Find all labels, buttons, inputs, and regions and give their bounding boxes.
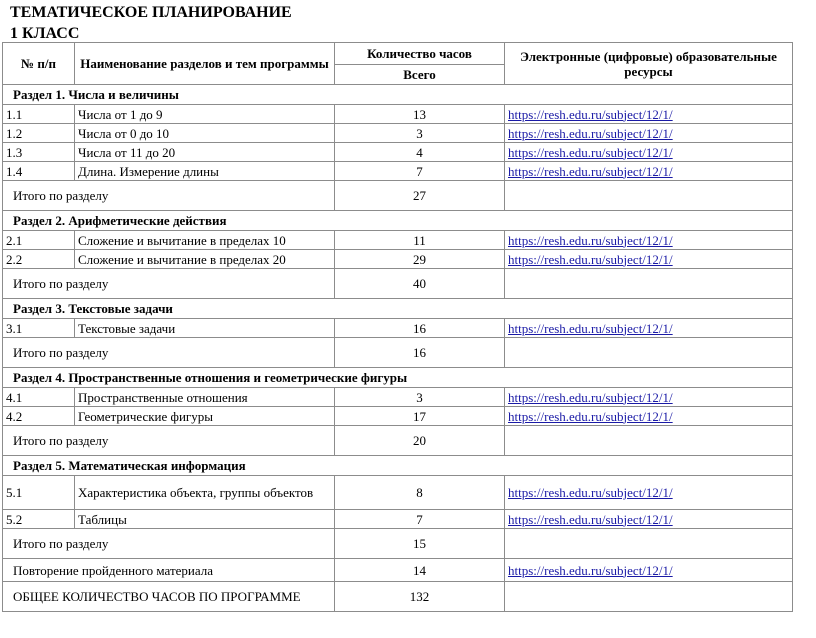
row-name: Сложение и вычитание в пределах 10 (75, 231, 335, 250)
row-num: 1.4 (3, 162, 75, 181)
section-title: Раздел 2. Арифметические действия (3, 211, 793, 231)
section-row (3, 211, 793, 231)
resource-link[interactable]: https://resh.edu.ru/subject/12/1/ (508, 125, 673, 141)
repeat-resource (505, 559, 793, 582)
row-hours: 11 (335, 231, 505, 250)
section-row (3, 85, 793, 105)
subtotal-empty (505, 338, 793, 368)
resource-link[interactable]: https://resh.edu.ru/subject/12/1/ (508, 251, 673, 267)
row-name: Текстовые задачи (75, 319, 335, 338)
subtotal-hours: 40 (335, 269, 505, 299)
row-name: Числа от 1 до 9 (75, 105, 335, 124)
row-resource (505, 124, 793, 143)
subtotal-row (3, 426, 793, 456)
row-num: 1.3 (3, 143, 75, 162)
section-title: Раздел 1. Числа и величины (3, 85, 793, 105)
row-num: 4.2 (3, 407, 75, 426)
header-num: № п/п (3, 43, 75, 85)
row-hours: 17 (335, 407, 505, 426)
row-hours: 3 (335, 388, 505, 407)
subtotal-empty (505, 426, 793, 456)
row-name: Таблицы (75, 510, 335, 529)
resource-link[interactable]: https://resh.edu.ru/subject/12/1/ (508, 389, 673, 405)
resource-link[interactable]: https://resh.edu.ru/subject/12/1/ (508, 163, 673, 179)
table-row (3, 319, 793, 338)
row-resource (505, 231, 793, 250)
subtotal-hours: 20 (335, 426, 505, 456)
subtotal-hours: 15 (335, 529, 505, 559)
row-num: 1.1 (3, 105, 75, 124)
row-hours: 13 (335, 105, 505, 124)
row-hours: 29 (335, 250, 505, 269)
resource-link[interactable]: https://resh.edu.ru/subject/12/1/ (508, 511, 673, 527)
table-row (3, 105, 793, 124)
header-total: Всего (335, 65, 505, 85)
section-title: Раздел 5. Математическая информация (3, 456, 793, 476)
table-row (3, 476, 793, 510)
row-resource (505, 143, 793, 162)
row-name: Длина. Измерение длины (75, 162, 335, 181)
row-resource (505, 510, 793, 529)
table-row (3, 250, 793, 269)
repeat-label: Повторение пройденного материала (3, 559, 335, 582)
header-hours: Количество часов (335, 43, 505, 65)
section-row (3, 456, 793, 476)
section-title: Раздел 4. Пространственные отношения и геометрические фигуры (3, 368, 793, 388)
grand-total-row (3, 582, 793, 612)
subtotal-label: Итого по разделу (3, 269, 335, 299)
grand-total-label: ОБЩЕЕ КОЛИЧЕСТВО ЧАСОВ ПО ПРОГРАММЕ (3, 582, 335, 612)
resource-link[interactable]: https://resh.edu.ru/subject/12/1/ (508, 562, 673, 578)
resource-link[interactable]: https://resh.edu.ru/subject/12/1/ (508, 408, 673, 424)
table-row (3, 510, 793, 529)
row-hours: 16 (335, 319, 505, 338)
row-name: Сложение и вычитание в пределах 20 (75, 250, 335, 269)
subtotal-row (3, 338, 793, 368)
row-name: Пространственные отношения (75, 388, 335, 407)
subtotal-label: Итого по разделу (3, 338, 335, 368)
row-name: Числа от 11 до 20 (75, 143, 335, 162)
repeat-row (3, 559, 793, 582)
table-body (3, 85, 793, 612)
row-hours: 7 (335, 162, 505, 181)
subtotal-empty (505, 269, 793, 299)
table-row (3, 388, 793, 407)
row-resource (505, 162, 793, 181)
planning-table (2, 42, 793, 612)
header-resources: Электронные (цифровые) образовательные ресурсы (505, 43, 793, 85)
page-subtitle: 1 КЛАСС (10, 25, 80, 42)
section-title: Раздел 3. Текстовые задачи (3, 299, 793, 319)
page-title: ТЕМАТИЧЕСКОЕ ПЛАНИРОВАНИЕ (10, 4, 292, 21)
row-num: 3.1 (3, 319, 75, 338)
row-resource (505, 319, 793, 338)
header-name: Наименование разделов и тем программы (75, 43, 335, 85)
table-row (3, 124, 793, 143)
row-resource (505, 388, 793, 407)
subtotal-label: Итого по разделу (3, 426, 335, 456)
table-row (3, 162, 793, 181)
table-row (3, 407, 793, 426)
row-name: Числа от 0 до 10 (75, 124, 335, 143)
grand-total-hours: 132 (335, 582, 505, 612)
row-resource (505, 407, 793, 426)
resource-link[interactable]: https://resh.edu.ru/subject/12/1/ (508, 106, 673, 122)
row-resource (505, 250, 793, 269)
row-num: 2.2 (3, 250, 75, 269)
table-row (3, 143, 793, 162)
subtotal-hours: 27 (335, 181, 505, 211)
row-hours: 7 (335, 510, 505, 529)
subtotal-row (3, 269, 793, 299)
row-hours: 4 (335, 143, 505, 162)
subtotal-row (3, 181, 793, 211)
subtotal-label: Итого по разделу (3, 529, 335, 559)
row-name: Характеристика объекта, группы объектов (75, 476, 335, 510)
row-num: 2.1 (3, 231, 75, 250)
subtotal-label: Итого по разделу (3, 181, 335, 211)
repeat-hours: 14 (335, 559, 505, 582)
subtotal-row (3, 529, 793, 559)
row-resource (505, 105, 793, 124)
resource-link[interactable]: https://resh.edu.ru/subject/12/1/ (508, 144, 673, 160)
subtotal-empty (505, 181, 793, 211)
row-resource (505, 476, 793, 510)
row-num: 1.2 (3, 124, 75, 143)
row-hours: 3 (335, 124, 505, 143)
section-row (3, 299, 793, 319)
grand-total-empty (505, 582, 793, 612)
row-hours: 8 (335, 476, 505, 510)
row-num: 5.2 (3, 510, 75, 529)
row-num: 4.1 (3, 388, 75, 407)
table-row (3, 231, 793, 250)
subtotal-empty (505, 529, 793, 559)
resource-link[interactable]: https://resh.edu.ru/subject/12/1/ (508, 320, 673, 336)
resource-link[interactable]: https://resh.edu.ru/subject/12/1/ (508, 232, 673, 248)
subtotal-hours: 16 (335, 338, 505, 368)
section-row (3, 368, 793, 388)
row-name: Геометрические фигуры (75, 407, 335, 426)
row-num: 5.1 (3, 476, 75, 510)
resource-link[interactable]: https://resh.edu.ru/subject/12/1/ (508, 485, 673, 500)
